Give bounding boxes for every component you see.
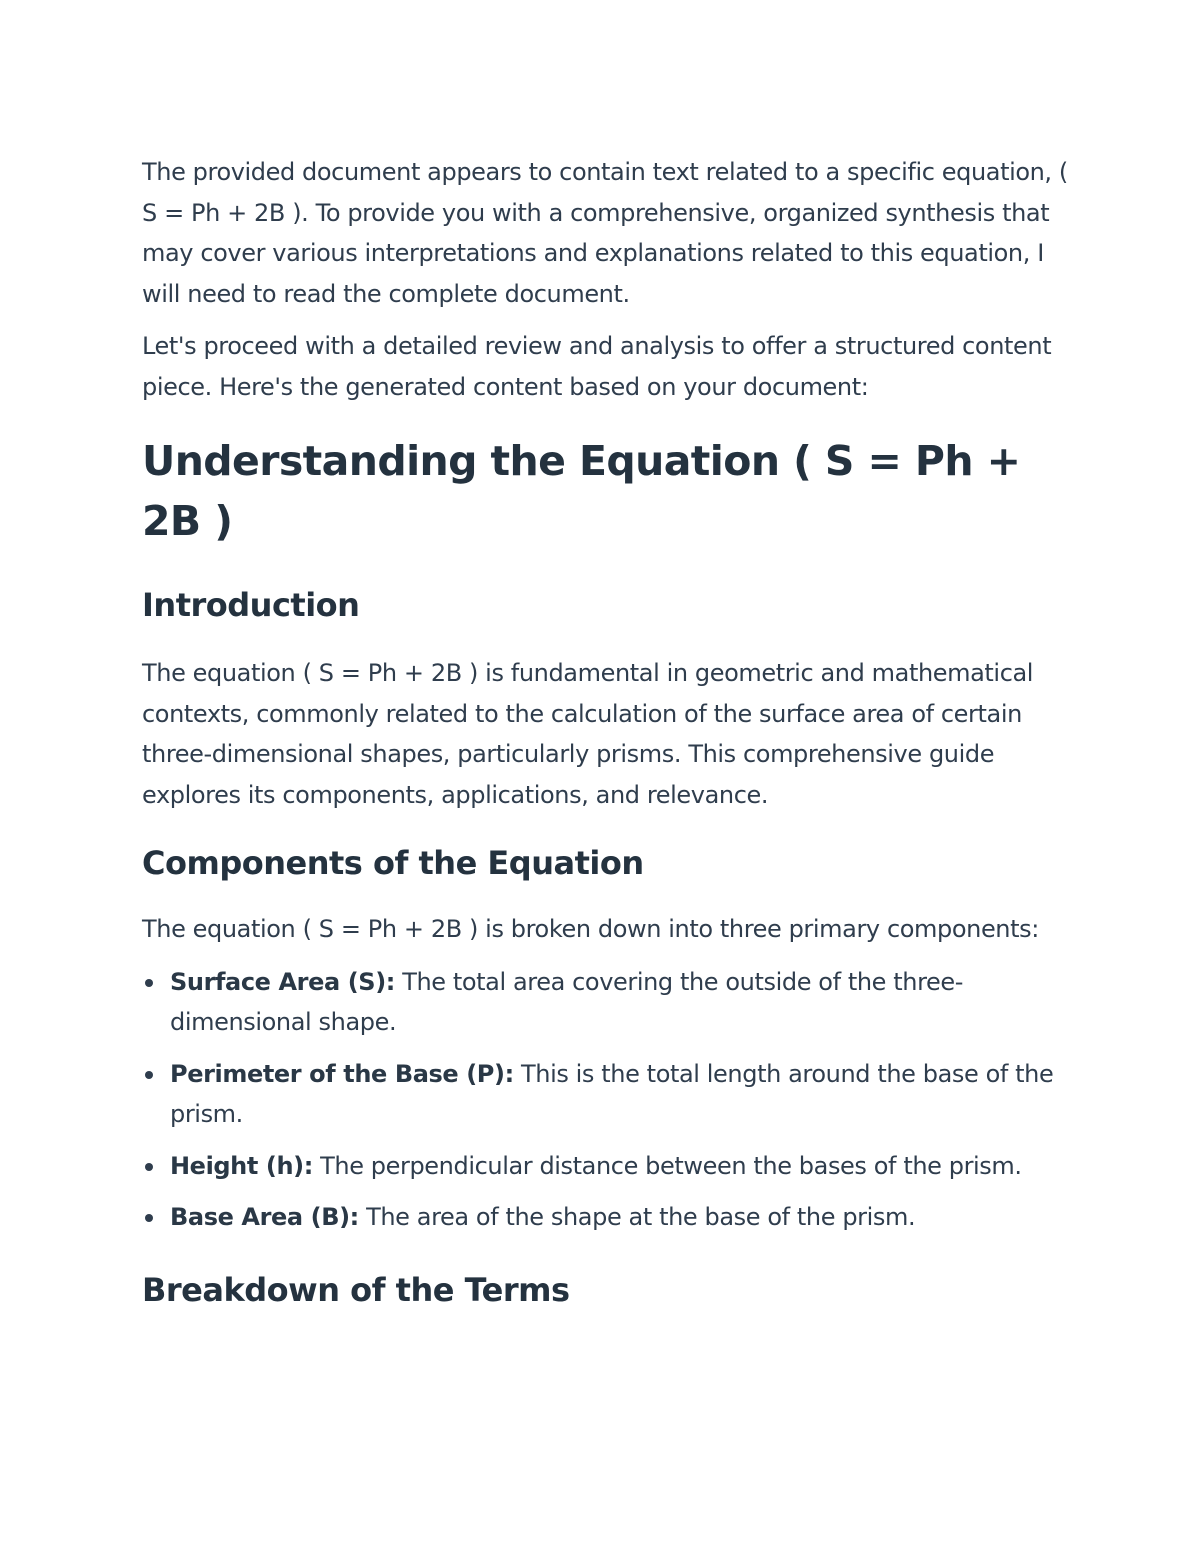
components-paragraph: The equation ( S = Ph + 2B ) is broken down into three primary components: bbox=[142, 915, 1039, 943]
list-item-term: Surface Area (S): bbox=[170, 967, 395, 996]
document-title: Understanding the Equation ( S = Ph + 2B ) bbox=[142, 437, 1021, 545]
components-list bbox=[142, 962, 1072, 1238]
list-item-term: Perimeter of the Base (P): bbox=[170, 1059, 514, 1088]
list-item-term: Base Area (B): bbox=[170, 1203, 359, 1231]
list-item bbox=[170, 1054, 1072, 1135]
list-item-definition: The total area covering the outside of the three-dimensional shape. bbox=[170, 967, 964, 1036]
list-item bbox=[170, 1146, 1072, 1187]
list-item-definition: The area of the shape at the base of the prism. bbox=[358, 1203, 916, 1231]
list-item-definition: This is the total length around the base of the prism. bbox=[170, 1059, 1054, 1128]
introduction-paragraph: The equation ( S = Ph + 2B ) is fundamental in geometric and mathematical contexts, commonly related to the calculation of the surface area of certain three-dimensional shapes, particularly prisms. This comprehensive guide explores its components, applications, and relevance. bbox=[142, 659, 1034, 809]
intro-paragraph: The provided document appears to contain text related to a specific equation, ( S = Ph + 2B ). To provide you with a comprehensive, organized synthesis that may cover various interpretations and explanations related to this equation, I will need to read the complete document. bbox=[142, 158, 1068, 308]
list-item-definition: The perpendicular distance between the bases of the prism. bbox=[312, 1151, 1022, 1180]
list-item-term: Height (h): bbox=[170, 1151, 313, 1180]
section-heading-breakdown: Breakdown of the Terms bbox=[142, 1270, 570, 1309]
document-page bbox=[142, 152, 1072, 1312]
list-item bbox=[170, 1197, 1072, 1238]
list-item bbox=[170, 962, 1072, 1043]
intro-paragraph: Let's proceed with a detailed review and analysis to offer a structured content piece. Here's the generated content based on your document: bbox=[142, 332, 1052, 401]
section-heading-components: Components of the Equation bbox=[142, 844, 644, 882]
section-heading-introduction: Introduction bbox=[142, 586, 360, 624]
